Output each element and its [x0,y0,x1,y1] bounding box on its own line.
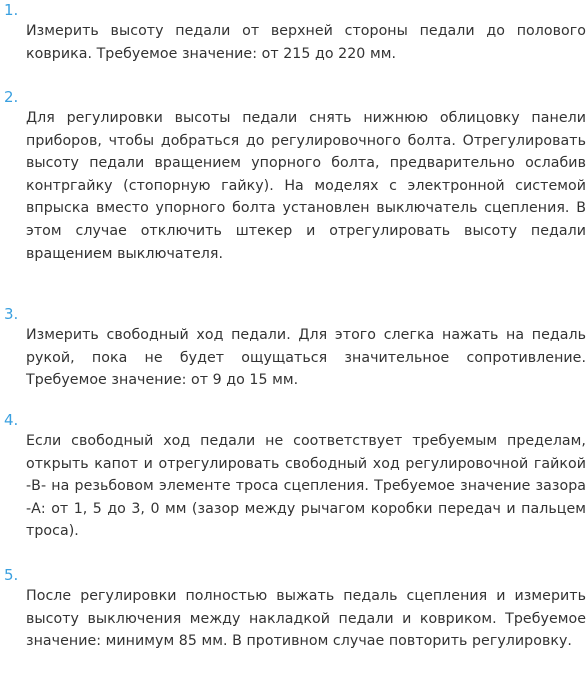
step-number: 5. [4,566,19,584]
step-number: 3. [4,305,19,323]
step-number: 2. [4,88,19,106]
step-text: Для регулировки высоты педали снять нижнюю облицовку панели приборов, чтобы добраться до регулировочного болта. Отрегулировать высоту педали вращением упорного болта, предварительно ослабив контргайку (стопорную гайку). На моделях с электронной системой впрыска вместо упорного болта установлен выключатель сцепления. В этом случае отключить штекер и отрегулировать высоту педали вращением выключателя. [26,110,586,262]
step-number: 4. [4,411,19,429]
step-text: Измерить высоту педали от верхней стороны педали до полового коврика. Требуемое значение: от 215 до 220 мм. [26,23,586,62]
step-text: Если свободный ход педали не соответствует требуемым пределам, открыть капот и отрегулировать свободный ход регулировочной гайкой -В- на резьбовом элементе троса сцепления. Требуемое значение зазора -А: от 1, 5 до 3, 0 мм (зазор между рычагом коробки передач и пальцем троса). [26,433,586,540]
step-number: 1. [4,1,19,19]
step-text: Измерить свободный ход педали. Для этого слегка нажать на педаль рукой, пока не будет ощущаться значительное сопротивление. Требуемое значение: от 9 до 15 мм. [26,327,586,389]
step-text: После регулировки полностью выжать педаль сцепления и измерить высоту выключения между накладкой педали и ковриком. Требуемое значение: минимум 85 мм. В противном случае повторить регулировку. [26,588,586,650]
